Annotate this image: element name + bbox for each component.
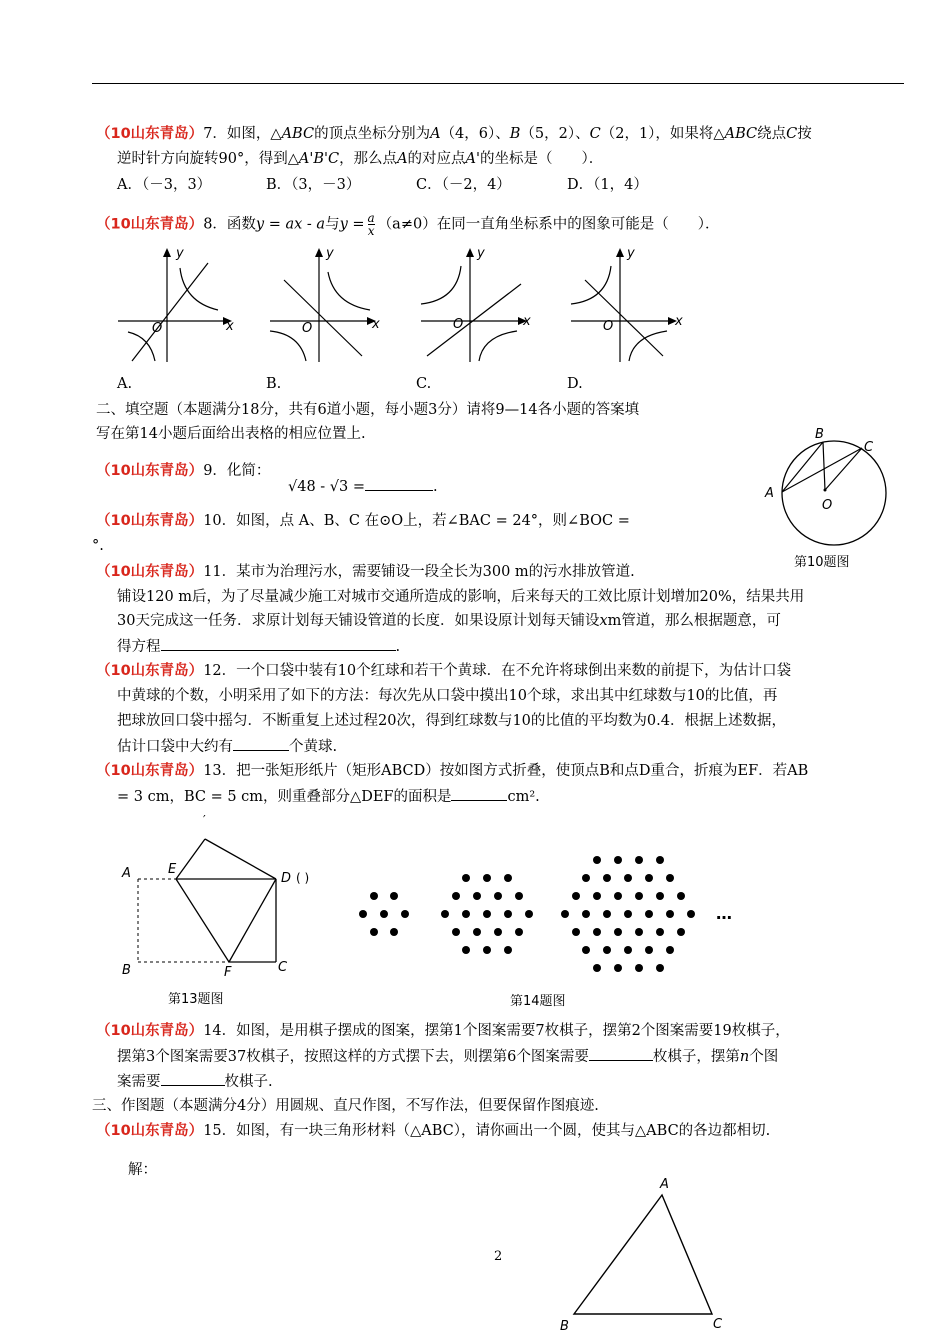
source-tag: （10山东青岛）	[96, 126, 204, 142]
q9-line: （10山东青岛）9．化简：	[96, 463, 271, 479]
svg-text:y: y	[176, 246, 184, 261]
q8-option-a: A.	[117, 376, 133, 392]
svg-text:C: C	[713, 1317, 723, 1332]
q10-line: （10山东青岛）10．如图，点 A、B、C 在⊙O上，若∠BAC = 24°，则∠BOC =	[96, 513, 630, 529]
svg-text:A: A	[122, 866, 131, 881]
q11-line3: 30天完成这一任务．求原计划每天铺设管道的长度．如果设原计划每天铺设xm管道，那么根据题意，可	[117, 613, 781, 629]
svg-text:x: x	[372, 317, 380, 332]
svg-text:D: D	[281, 871, 292, 886]
q8-fraction: $\frac{a}{x}$	[367, 211, 375, 238]
figure-10	[752, 420, 902, 550]
q12-line1: （10山东青岛）12．一个口袋中装有10个红球和若干个黄球．在不允许将球倒出来数的前提下，为估计口袋	[96, 663, 792, 679]
q9-expression: √48 - √3 = .	[288, 476, 438, 497]
q12-line3: 把球放回口袋中摇匀．不断重复上述过程20次，得到红球数与10的比值的平均数为0.4．根据上述数据，	[117, 713, 786, 729]
q8-option-d: D.	[567, 376, 583, 392]
svg-text:B: B	[560, 1319, 569, 1334]
svg-text:O: O	[302, 321, 313, 336]
page-number: 2	[494, 1249, 503, 1264]
q13-line1: （10山东青岛）13．把一张矩形纸片（矩形ABCD）按如图方式折叠，使顶点B和点D重合，折痕为EF．若AB	[96, 763, 809, 779]
q8-graph-d	[563, 244, 693, 369]
figure-13	[110, 812, 330, 982]
svg-text:x: x	[226, 319, 234, 334]
q12-line2: 中黄球的个数，小明采用了如下的方法：每次先从口袋中摸出10个球，求出其中红球数与10的比值，再	[117, 688, 778, 704]
q7-option-c: C．（－2，4）	[416, 177, 511, 193]
svg-text:O: O	[152, 321, 163, 336]
svg-text:′: ′	[203, 813, 206, 827]
q10-tail: °.	[92, 538, 104, 554]
svg-text:B: B	[122, 963, 131, 978]
q11-line1: （10山东青岛）11．某市为治理污水，需要铺设一段全长为300 m的污水排放管道.	[96, 564, 635, 580]
svg-text:O: O	[603, 319, 614, 334]
svg-text:A: A	[660, 1177, 669, 1192]
q14-line3: 案需要 枚棋子.	[117, 1071, 273, 1092]
svg-text:C: C	[278, 960, 288, 975]
q7-line1: （10山东青岛）7．如图，△ABC的顶点坐标分别为A（4，6）、B（5，2）、C（2，1），如果将△ABC绕点C按	[96, 126, 812, 142]
q8-graph-c	[413, 244, 543, 369]
header-rule	[92, 83, 904, 84]
svg-text:x: x	[675, 314, 683, 329]
svg-text:A: A	[765, 486, 774, 501]
q7-option-a: A．（－3，3）	[117, 177, 212, 193]
svg-text:O: O	[822, 498, 833, 513]
figure-13-caption: 第13题图	[168, 992, 224, 1007]
q14-line2: 摆第3个图案需要37枚棋子，按照这样的方式摆下去，则摆第6个图案需要 枚棋子，摆第n个图	[117, 1046, 778, 1067]
q15-line1: （10山东青岛）15．如图，有一块三角形材料（△ABC），请你画出一个圆，使其与△ABC的各边都相切.	[96, 1123, 771, 1139]
svg-text:B: B	[815, 427, 824, 442]
section3-heading: 三、作图题（本题满分4分）用圆规、直尺作图，不写作法，但要保留作图痕迹.	[92, 1098, 599, 1114]
pattern-1	[359, 892, 409, 936]
q7-line2: 逆时针方向旋转90°，得到△A'B'C，那么点A的对应点A'的坐标是（ ）．	[117, 151, 604, 167]
q11-line2: 铺设120 m后，为了尽量减少施工对城市交通所造成的影响，后来每天的工效比原计划增加20%，结果共用	[117, 589, 805, 605]
svg-text:F: F	[224, 965, 232, 980]
svg-text:E: E	[168, 862, 177, 877]
q12-line4: 估计口袋中大约有 个黄球.	[117, 736, 337, 757]
svg-text:( ): ( )	[296, 871, 310, 885]
q8-option-b: B.	[266, 376, 282, 392]
q8-graph-a	[110, 244, 240, 369]
figure-14	[350, 845, 750, 980]
figure-10-caption: 第10题图	[794, 555, 850, 570]
q15-answer-label: 解：	[128, 1162, 157, 1178]
figure-15-triangle	[550, 1170, 740, 1344]
q14-line1: （10山东青岛）14．如图，是用棋子摆成的图案，摆第1个图案需要7枚棋子，摆第2个图案需要19枚棋子，	[96, 1023, 790, 1039]
figure-14-caption: 第14题图	[510, 994, 566, 1009]
q13-line2: = 3 cm，BC = 5 cm，则重叠部分△DEF的面积是 cm².	[117, 786, 540, 807]
q8-line1: （10山东青岛）8．函数y = ax - a与y = $\frac{a}{x}$ （a≠0）在同一直角坐标系中的图象可能是（ ）．	[96, 211, 720, 238]
svg-text:C: C	[864, 440, 874, 455]
svg-text:x: x	[523, 314, 531, 329]
svg-text:…: …	[716, 904, 732, 923]
section2-heading: 二、填空题（本题满分18分，共有6道小题，每小题3分）请将9—14各小题的答案填	[96, 402, 640, 418]
q7-option-b: B．（3，－3）	[266, 177, 361, 193]
q11-line4: 得方程 .	[117, 636, 400, 657]
svg-text:y: y	[326, 246, 334, 261]
pattern-3	[561, 856, 695, 972]
q7-option-d: D．（1，4）	[567, 177, 648, 193]
q8-option-c: C.	[416, 376, 432, 392]
svg-text:y: y	[477, 246, 485, 261]
q8-graph-b	[262, 244, 392, 369]
svg-text:y: y	[627, 246, 635, 261]
svg-text:O: O	[453, 317, 464, 332]
section2-heading-cont: 写在第14小题后面给出表格的相应位置上.	[96, 426, 366, 442]
pattern-2	[441, 874, 533, 954]
